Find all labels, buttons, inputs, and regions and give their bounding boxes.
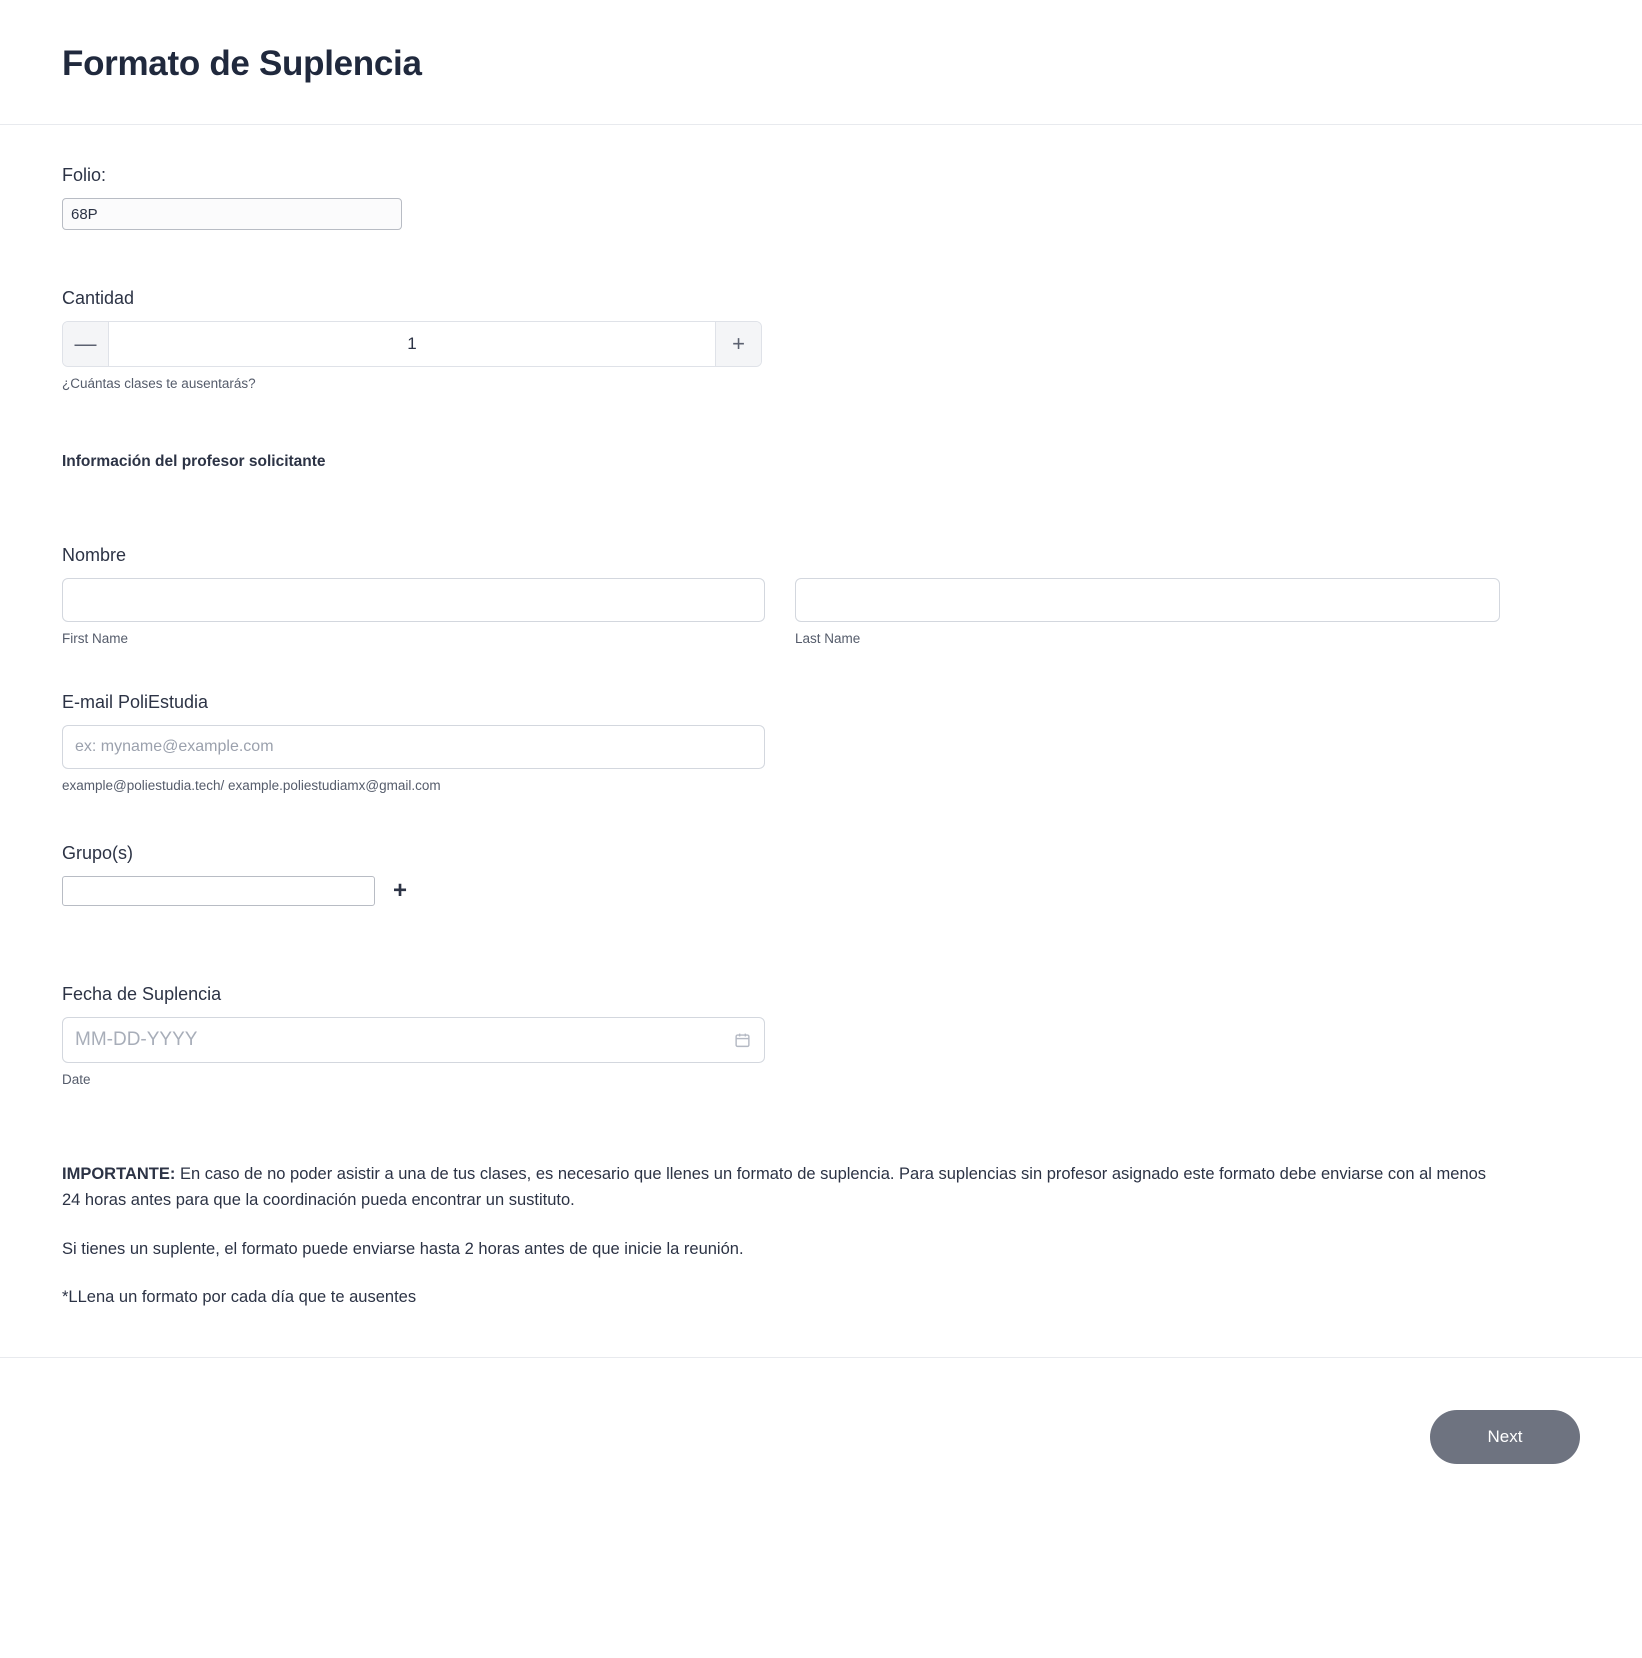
cantidad-hint: ¿Cuántas clases te ausentarás?	[62, 376, 256, 391]
plus-icon-button[interactable]: +	[715, 322, 761, 366]
add-group-plus-icon[interactable]: +	[389, 879, 411, 903]
folio-label: Folio:	[62, 165, 107, 185]
email-label: E-mail PoliEstudia	[62, 692, 209, 712]
nombre-label: Nombre	[62, 545, 127, 565]
grupos-label: Grupo(s)	[62, 843, 134, 863]
date-input[interactable]	[62, 1017, 765, 1063]
last-name-col	[795, 578, 1500, 646]
grupo-input[interactable]	[62, 876, 375, 906]
fecha-label: Fecha de Suplencia	[62, 984, 222, 1004]
last-name-hint: Last Name	[795, 631, 861, 646]
field-email	[62, 692, 1580, 793]
field-fecha	[62, 984, 1580, 1087]
email-input[interactable]	[62, 725, 765, 769]
fecha-hint: Date	[62, 1072, 91, 1087]
last-name-input[interactable]	[795, 578, 1500, 622]
field-grupos	[62, 843, 1580, 906]
quantity-input[interactable]	[109, 322, 715, 366]
next-button[interactable]: Next	[1430, 1410, 1580, 1464]
field-nombre	[62, 545, 1580, 646]
field-cantidad	[62, 288, 1580, 391]
cantidad-label: Cantidad	[62, 288, 135, 308]
first-name-col	[62, 578, 765, 646]
note-line-2: Si tienes un suplente, el formato puede enviarse hasta 2 horas antes de que inicie la reunión.	[62, 1239, 744, 1258]
note-important-text: En caso de no poder asistir a una de tus clases, es necesario que llenes un formato de suplencia. Para suplencias sin profesor asignado este formato debe enviarse con al menos 24 horas antes para que la coordinación pueda encontrar un sustituto.	[62, 1165, 1487, 1210]
calendar-icon[interactable]	[734, 1032, 751, 1049]
note-line-3: *LLena un formato por cada día que te ausentes	[62, 1288, 417, 1307]
section-heading-profesor: Información del profesor solicitante	[62, 453, 326, 470]
field-folio	[62, 165, 1580, 230]
form-header	[0, 0, 1642, 125]
form-body	[0, 125, 1642, 1311]
email-hint: example@poliestudia.tech/ example.poliestudiamx@gmail.com	[62, 778, 441, 793]
grupos-row	[62, 876, 1580, 906]
first-name-hint: First Name	[62, 631, 129, 646]
folio-input[interactable]	[62, 198, 402, 230]
form-footer	[0, 1357, 1642, 1517]
minus-icon-button[interactable]: —	[63, 322, 109, 366]
quantity-stepper	[62, 321, 762, 367]
first-name-input[interactable]	[62, 578, 765, 622]
page-title: Formato de Suplencia	[62, 44, 422, 83]
notes-section	[62, 1161, 1580, 1311]
note-important	[62, 1161, 1492, 1214]
date-wrapper	[62, 1017, 765, 1063]
note-important-label: IMPORTANTE:	[62, 1165, 176, 1183]
name-row	[62, 578, 1580, 646]
